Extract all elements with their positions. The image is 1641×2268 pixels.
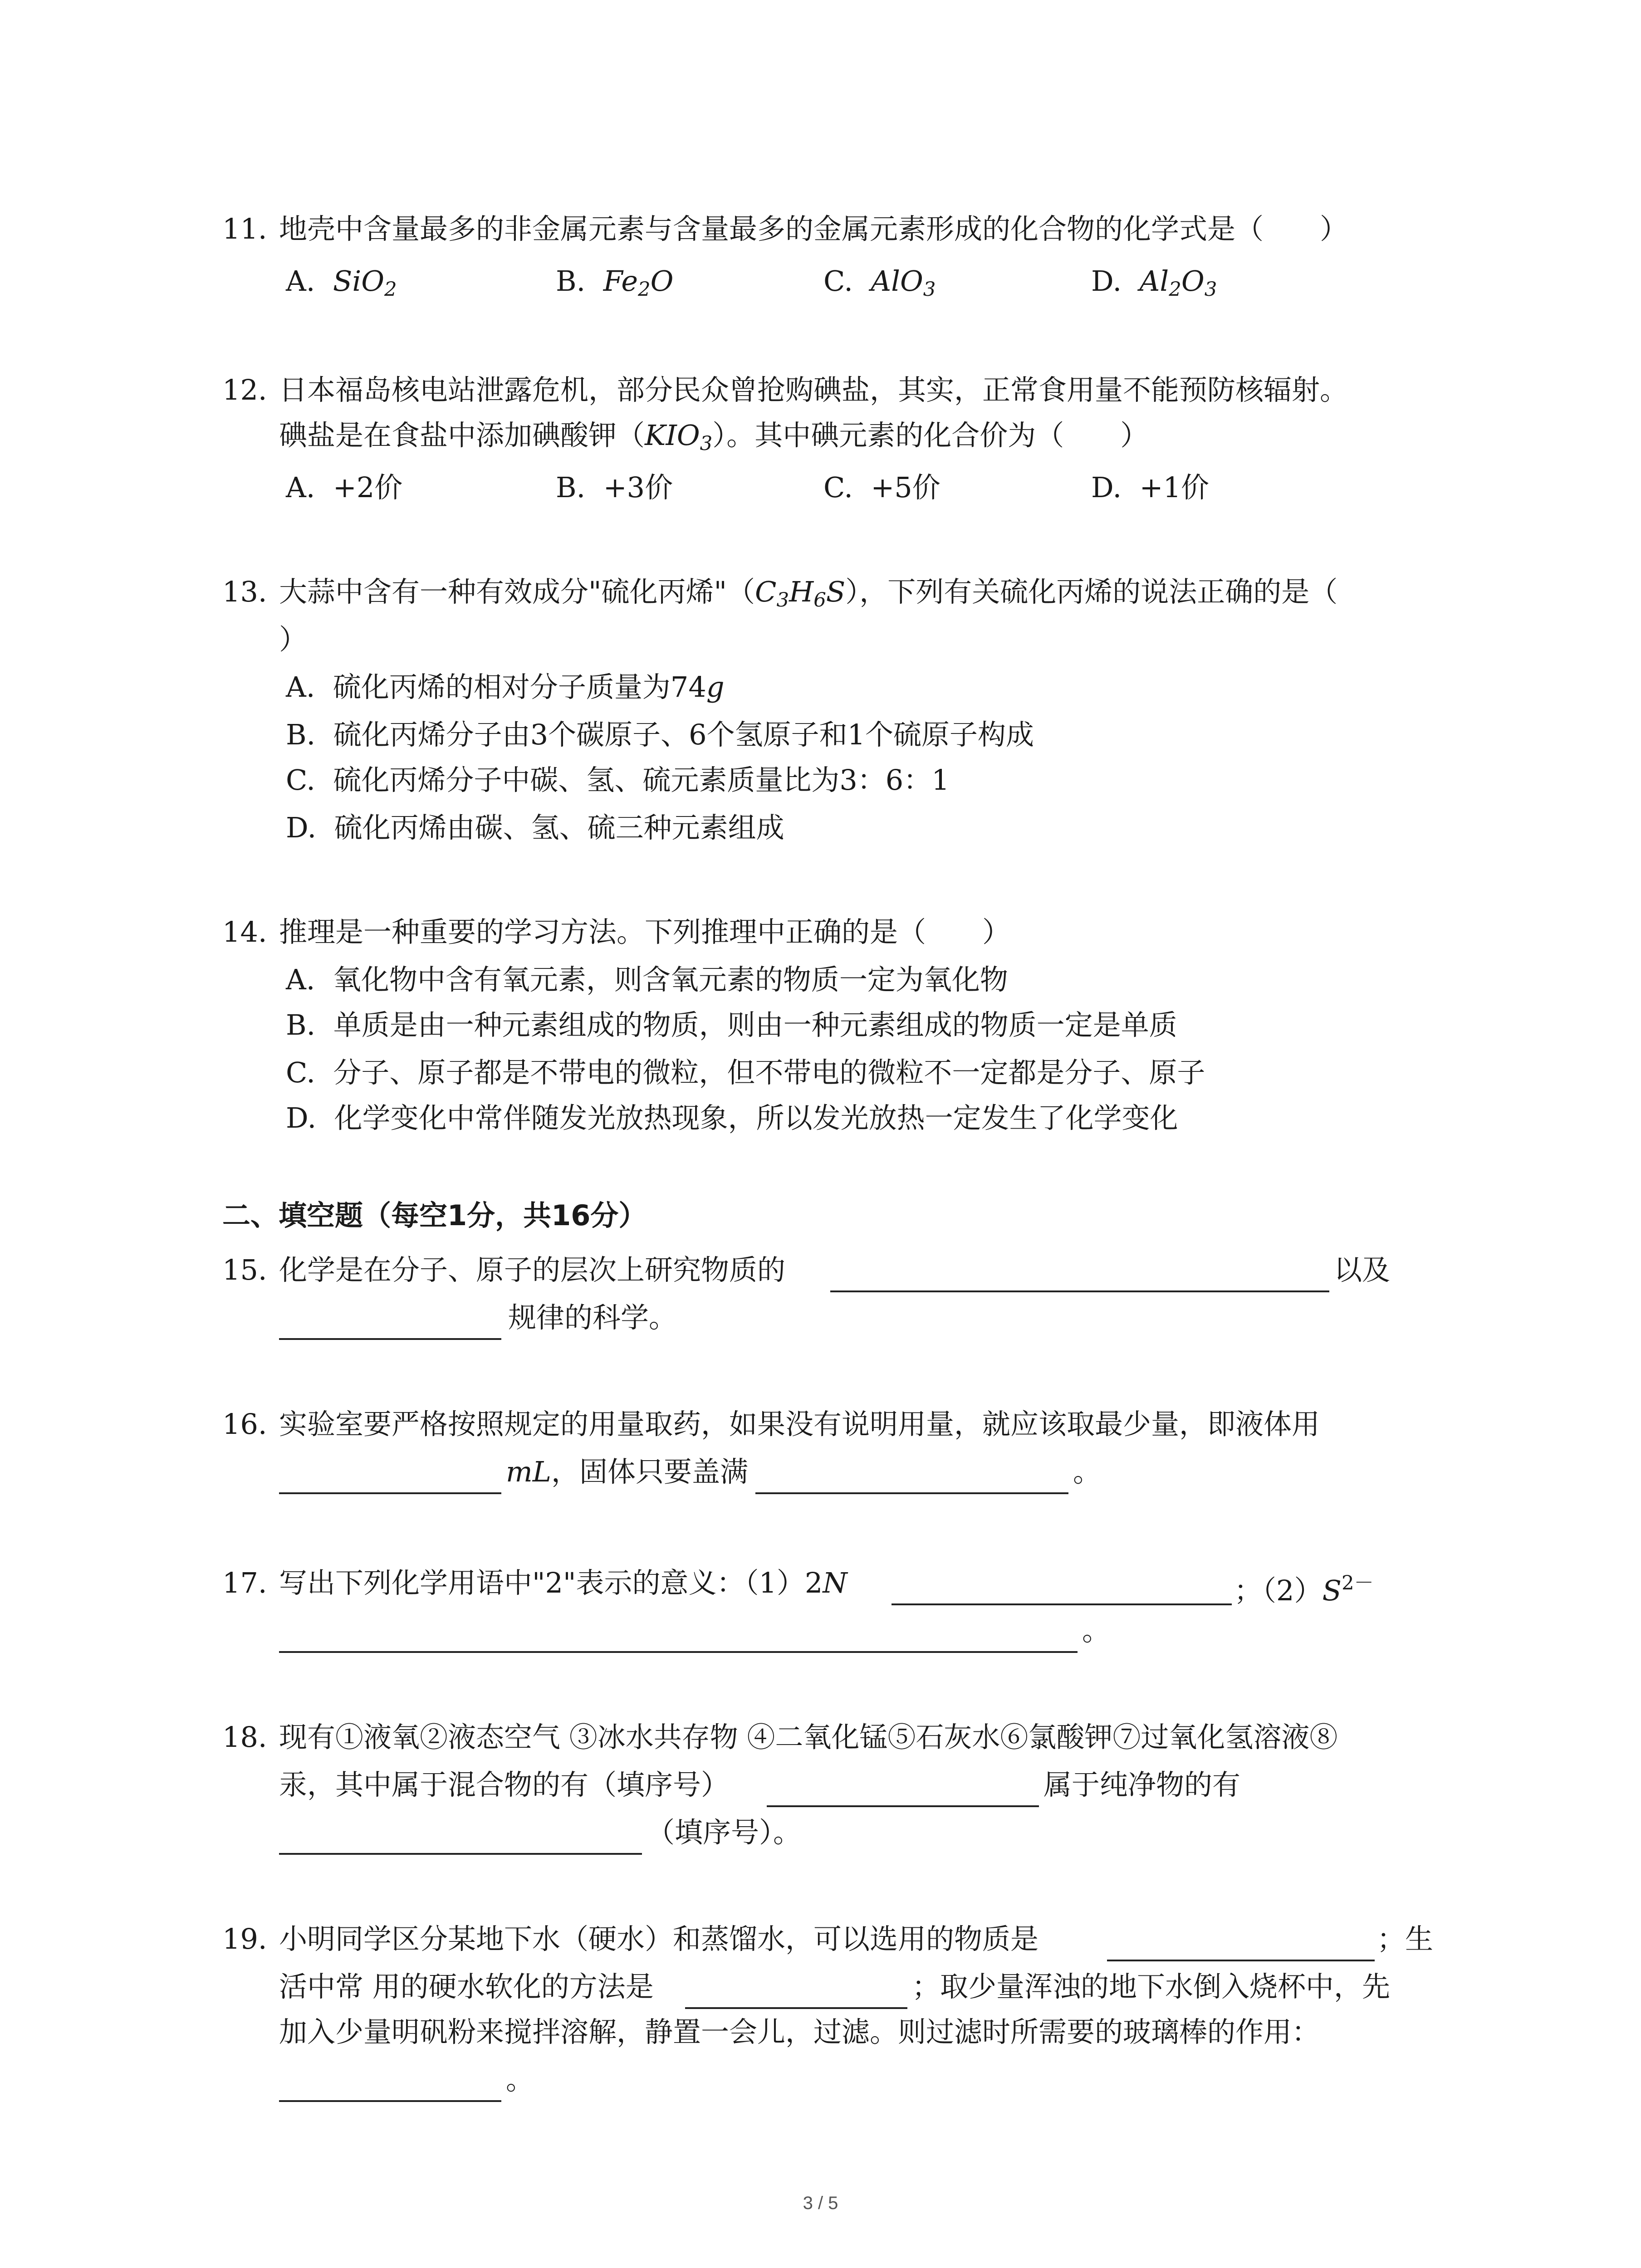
question-text: 以及 xyxy=(1334,1253,1391,1286)
option-c: C. 硫化丙烯分子中碳、氢、硫元素质量比为3：6：1 xyxy=(286,763,950,797)
option-a: A. 氧化物中含有氧元素，则含氧元素的物质一定为氧化物 xyxy=(286,963,1008,996)
answer-blank[interactable] xyxy=(279,1338,501,1340)
question-text: mL，固体只要盖满 xyxy=(506,1455,748,1488)
option-d: D. 硫化丙烯由碳、氢、硫三种元素组成 xyxy=(286,811,784,844)
option-d: D. +1价 xyxy=(1091,471,1210,504)
answer-blank[interactable] xyxy=(279,2100,501,2102)
question-text: ；生 xyxy=(1377,1922,1434,1955)
question-text: 小明同学区分某地下水（硬水）和蒸馏水，可以选用的物质是 xyxy=(279,1922,1039,1955)
option-letter: D. xyxy=(1091,264,1122,298)
option-letter: B. xyxy=(556,264,586,298)
answer-blank[interactable] xyxy=(830,1290,1329,1292)
option-c: C. 分子、原子都是不带电的微粒，但不带电的微粒不一定都是分子、原子 xyxy=(286,1056,1205,1089)
question-number: 17. xyxy=(222,1566,267,1599)
option-a: A. 硫化丙烯的相对分子质量为74g xyxy=(286,670,725,704)
option-d xyxy=(1091,263,1217,308)
option-c: C. +5价 xyxy=(823,471,941,504)
formula: $Fe_2O$ xyxy=(603,264,674,301)
question-text: 化学是在分子、原子的层次上研究物质的 xyxy=(279,1253,786,1286)
question-text: 。 xyxy=(1082,1614,1111,1647)
answer-blank[interactable] xyxy=(755,1492,1068,1494)
question-text: ；取少量浑浊的地下水倒入烧杯中，先 xyxy=(912,1970,1391,2003)
formula: AlO$_3$ xyxy=(871,264,936,301)
question-number: 13. xyxy=(222,575,267,608)
question-number: 18. xyxy=(222,1721,267,1754)
option-b xyxy=(556,263,673,308)
question-text: 碘盐是在食盐中添加碘酸钾$(KIO_3)$。其中碘元素的化合价为（ ） xyxy=(279,419,1149,455)
question-text: 写出下列化学用语中"2"表示的意义：（1）2N xyxy=(279,1566,847,1599)
answer-blank[interactable] xyxy=(892,1603,1232,1605)
question-text: ；$(2)S^{2-}$ xyxy=(1234,1572,1374,1607)
question-number: 12. xyxy=(222,373,267,406)
question-text: 现有①液氧②液态空气 ③冰水共存物 ④二氧化锰⑤石灰水⑥氯酸钾⑦过氧化氢溶液⑧ xyxy=(279,1721,1338,1754)
question-text: 地壳中含量最多的非金属元素与含量最多的金属元素形成的化合物的化学式是（ ） xyxy=(279,212,1348,245)
option-a xyxy=(286,263,397,308)
question-text: 活中常 用的硬水软化的方法是 xyxy=(279,1970,654,2003)
option-letter: C. xyxy=(823,264,853,298)
question-text: ） xyxy=(279,623,308,656)
option-a: A. +2价 xyxy=(286,471,403,504)
question-number: 11. xyxy=(222,212,267,245)
answer-blank[interactable] xyxy=(685,2007,907,2009)
answer-blank[interactable] xyxy=(279,1651,1078,1653)
question-number: 14. xyxy=(222,915,267,948)
option-b: B. 硫化丙烯分子由3个碳原子、6个氢原子和1个硫原子构成 xyxy=(286,718,1034,751)
question-number: 16. xyxy=(222,1408,267,1441)
answer-blank[interactable] xyxy=(279,1492,501,1494)
option-b: B. +3价 xyxy=(556,471,673,504)
question-text: 日本福岛核电站泄露危机，部分民众曾抢购碘盐，其实，正常食用量不能预防核辐射。 xyxy=(279,373,1348,406)
answer-blank[interactable] xyxy=(1107,1960,1375,1961)
question-text: 。 xyxy=(1073,1455,1102,1488)
question-text: 大蒜中含有一种有效成分"硫化丙烯"$(C_3H_6S)$，下列有关硫化丙烯的说法正确的是（ xyxy=(279,575,1338,611)
question-text: 推理是一种重要的学习方法。下列推理中正确的是（ ） xyxy=(279,915,1011,948)
option-b: B. 单质是由一种元素组成的物质，则由一种元素组成的物质一定是单质 xyxy=(286,1008,1177,1041)
page-number: 3 / 5 xyxy=(803,2193,838,2213)
formula: SiO$_2$ xyxy=(333,264,397,301)
question-number: 19. xyxy=(222,1922,267,1955)
question-text: 。 xyxy=(506,2063,534,2096)
answer-blank[interactable] xyxy=(279,1853,642,1855)
question-text: 规律的科学。 xyxy=(508,1301,677,1334)
option-c xyxy=(823,263,936,308)
question-text: （填序号）。 xyxy=(647,1816,802,1849)
question-text: 汞，其中属于混合物的有（填序号） xyxy=(279,1768,730,1801)
question-text: 加入少量明矾粉来搅拌溶解，静置一会儿，过滤。则过滤时所需要的玻璃棒的作用： xyxy=(279,2015,1320,2048)
option-letter: A. xyxy=(286,264,315,298)
section-heading: 二、填空题（每空1分，共16分） xyxy=(222,1199,647,1232)
option-d: D. 化学变化中常伴随发光放热现象，所以发光放热一定发生了化学变化 xyxy=(286,1101,1178,1134)
question-number: 15. xyxy=(222,1253,267,1286)
question-text: 属于纯净物的有 xyxy=(1043,1768,1241,1801)
question-text: 实验室要严格按照规定的用量取药，如果没有说明用量，就应该取最少量，即液体用 xyxy=(279,1408,1320,1441)
answer-blank[interactable] xyxy=(767,1805,1039,1807)
formula: $Al_2O_3$ xyxy=(1139,264,1217,301)
